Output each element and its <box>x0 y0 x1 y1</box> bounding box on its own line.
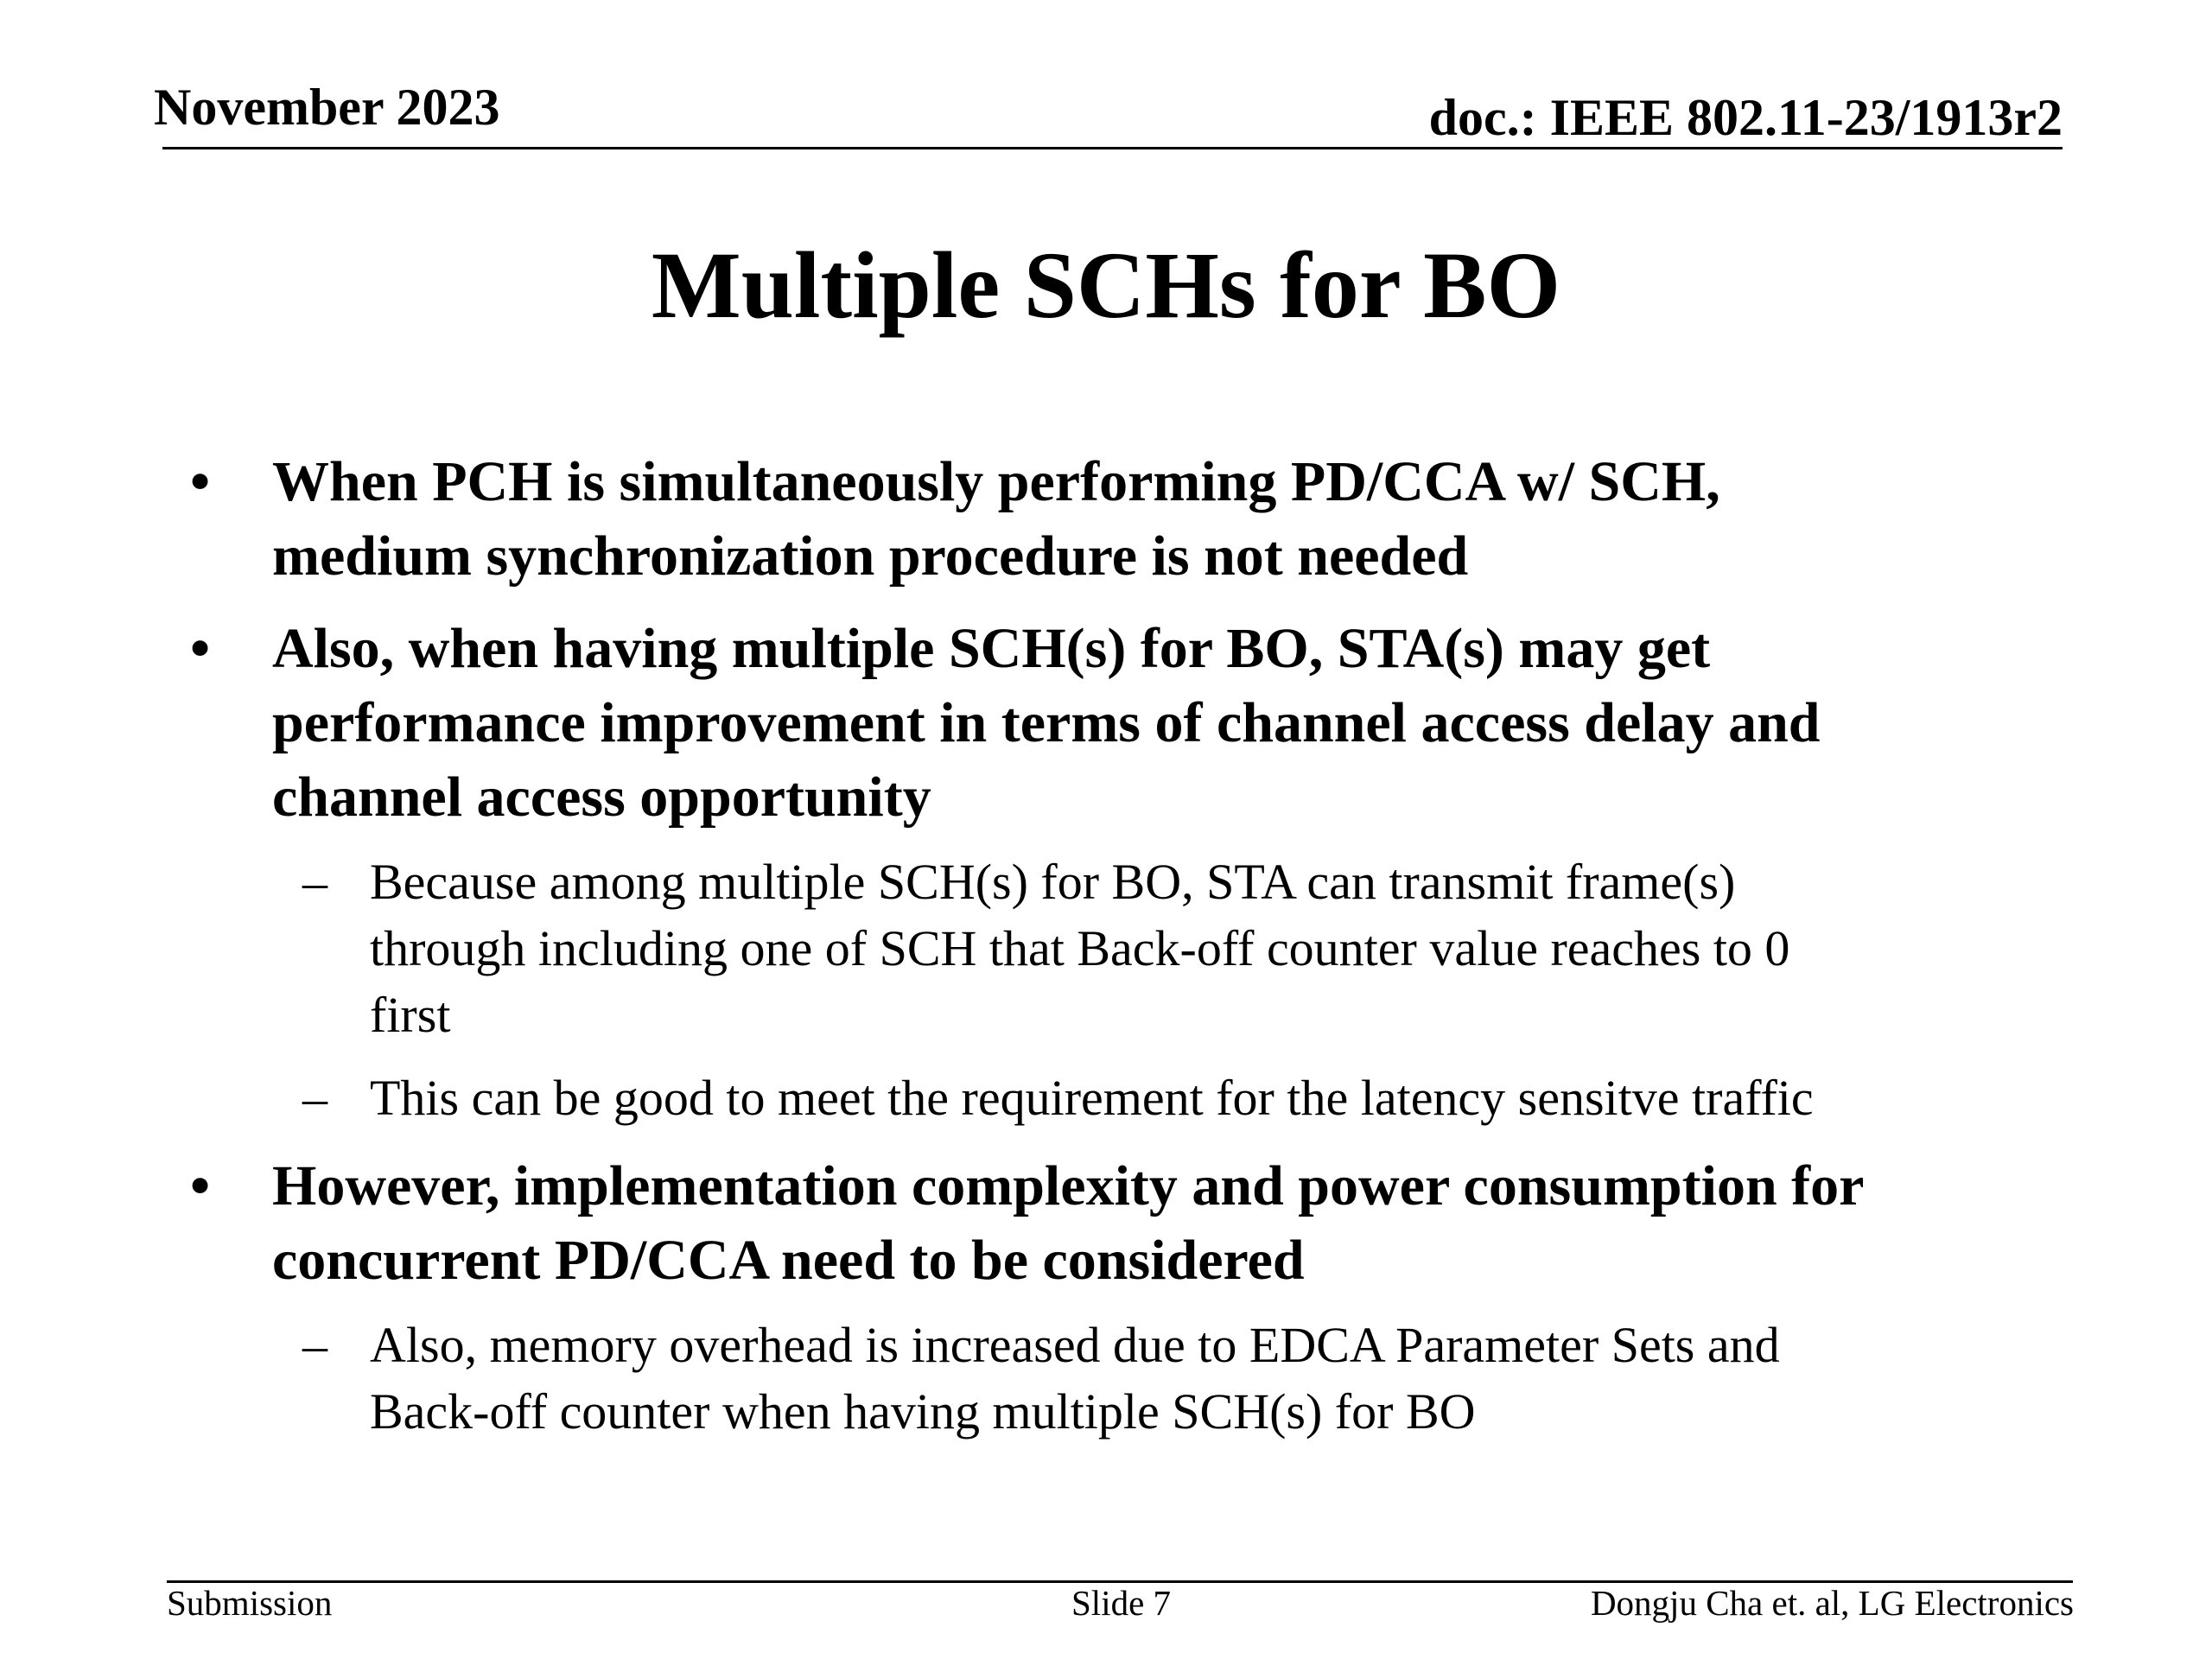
bullet-line: performance improvement in terms of channel access delay and <box>272 691 1821 754</box>
sub-bullet-item <box>302 849 2081 1048</box>
bullet-line: concurrent PD/CCA need to be considered <box>272 1229 1305 1292</box>
sub-bullet-item <box>302 1065 2081 1131</box>
bullet-marker: • <box>190 1154 211 1217</box>
bullet-line: channel access opportunity <box>272 766 931 829</box>
sub-bullet-item <box>302 1312 2081 1445</box>
dash-marker: – <box>302 854 327 910</box>
dash-marker: – <box>302 1317 327 1373</box>
bullet-marker: • <box>190 450 211 513</box>
sub-bullet-line: Because among multiple SCH(s) for BO, STA can transmit frame(s) <box>370 854 1736 910</box>
footer-submission: Submission <box>167 1583 333 1623</box>
bullet-item <box>190 612 2069 835</box>
dash-marker: – <box>302 1070 327 1126</box>
bullet-line: When PCH is simultaneously performing PD/CCA w/ SCH, <box>272 450 1720 513</box>
bullet-line: medium synchronization procedure is not needed <box>272 524 1469 588</box>
bullet-item <box>190 1149 2069 1298</box>
sub-bullet-line: first <box>370 987 451 1043</box>
bullet-line: However, implementation complexity and power consumption for <box>272 1154 1865 1217</box>
bullet-line: Also, when having multiple SCH(s) for BO, STA(s) may get <box>272 617 1711 680</box>
header-doc-id: doc.: IEEE 802.11-23/1913r2 <box>1428 89 2063 146</box>
sub-bullet-line: Back-off counter when having multiple SCH(s) for BO <box>370 1383 1476 1440</box>
bullet-marker: • <box>190 617 211 680</box>
sub-bullet-line: Also, memory overhead is increased due to EDCA Parameter Sets and <box>370 1317 1780 1373</box>
header-date: November 2023 <box>154 79 500 136</box>
bullet-item <box>190 445 2069 594</box>
footer-author: Dongju Cha et. al, LG Electronics <box>1590 1583 2074 1623</box>
slide-title: Multiple SCHs for BO <box>651 232 1561 338</box>
footer-slide-number: Slide 7 <box>1071 1583 1172 1623</box>
sub-bullet-line: through including one of SCH that Back-off counter value reaches to 0 <box>370 920 1790 976</box>
sub-bullet-line: This can be good to meet the requirement for the latency sensitve traffic <box>370 1070 1814 1126</box>
